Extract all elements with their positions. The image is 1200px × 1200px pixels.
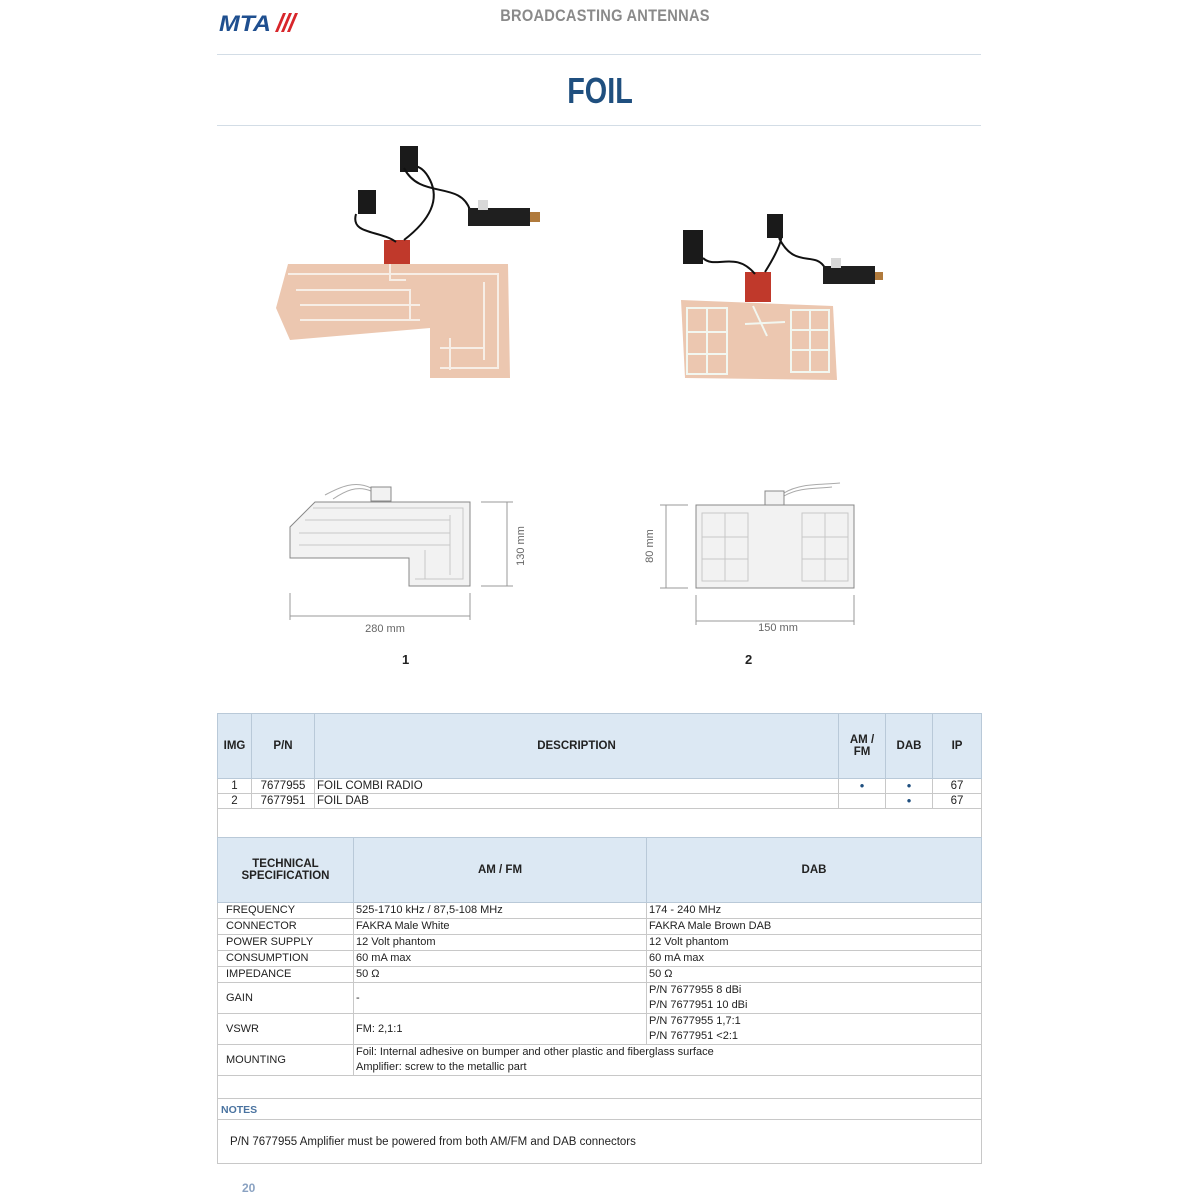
- spec-dab-value: 12 Volt phantom: [647, 935, 982, 951]
- cell-pn: 7677951: [252, 794, 315, 809]
- cell-dab: •: [886, 779, 933, 794]
- spec-amfm-value: 12 Volt phantom: [354, 935, 647, 951]
- fig1-width-label: 280 mm: [365, 623, 405, 635]
- notes-spacer: [217, 1073, 982, 1098]
- spec-dab-value: 60 mA max: [647, 951, 982, 967]
- cell-ip: 67: [933, 794, 982, 809]
- spec-label: MOUNTING: [218, 1045, 354, 1076]
- table-row: [218, 983, 982, 1014]
- spec-amfm-value: -: [354, 983, 647, 1014]
- col-pn: P/N: [252, 714, 315, 779]
- col-amfm: AM / FM: [354, 838, 647, 903]
- gain-dab-line1: P/N 7677955 8 dBi: [649, 984, 742, 996]
- product-photo-foil-dab: [675, 210, 895, 385]
- col-technical-specification: [218, 838, 354, 903]
- gain-dab-line2: P/N 7677951 10 dBi: [649, 999, 748, 1011]
- product-photo-foil-combi-radio: [270, 140, 560, 385]
- cell-description: FOIL DAB: [315, 794, 839, 809]
- spec-amfm-value: 525-1710 kHz / 87,5-108 MHz: [354, 903, 647, 919]
- table-row: [218, 919, 982, 935]
- spec-dab-value: [647, 1014, 982, 1045]
- col-dab: DAB: [647, 838, 982, 903]
- vswr-dab-line2: P/N 7677951 <2:1: [649, 1030, 738, 1042]
- spec-label: GAIN: [218, 983, 354, 1014]
- table-row: [218, 903, 982, 919]
- cell-ip: 67: [933, 779, 982, 794]
- spec-dab-value: 174 - 240 MHz: [647, 903, 982, 919]
- mounting-value: [354, 1045, 982, 1076]
- header-divider: [217, 54, 981, 55]
- col-amfm: AM / FM: [839, 714, 886, 779]
- spec-amfm-value: FAKRA Male White: [354, 919, 647, 935]
- mounting-line2: Amplifier: screw to the metallic part: [356, 1061, 527, 1073]
- notes-label: NOTES: [221, 1104, 258, 1116]
- mta-logo: [219, 11, 301, 33]
- table-row: [218, 1014, 982, 1045]
- fig2-width-label: 150 mm: [758, 622, 798, 634]
- spec-dab-value: [647, 983, 982, 1014]
- dimension-drawing-1: [285, 475, 535, 625]
- spec-dab-value: 50 Ω: [647, 967, 982, 983]
- svg-text:MTA: MTA: [219, 11, 271, 33]
- cell-amfm: •: [839, 779, 886, 794]
- fig1-number: 1: [402, 652, 410, 667]
- mounting-line1: Foil: Internal adhesive on bumper and other plastic and fiberglass surface: [356, 1046, 714, 1058]
- spec-dab-value: FAKRA Male Brown DAB: [647, 919, 982, 935]
- notes-text: P/N 7677955 Amplifier must be powered from both AM/FM and DAB connectors: [230, 1136, 636, 1148]
- spec-label: VSWR: [218, 1014, 354, 1045]
- section-title: BROADCASTING ANTENNAS: [500, 6, 710, 25]
- spec-amfm-value: FM: 2,1:1: [354, 1014, 647, 1045]
- spec-label: FREQUENCY: [218, 903, 354, 919]
- table-row: [218, 779, 982, 794]
- notes-box: [217, 1098, 982, 1164]
- cell-img: 1: [218, 779, 252, 794]
- spec-table-header: [218, 838, 982, 903]
- fig2-number: 2: [745, 652, 753, 667]
- cell-dab: •: [886, 794, 933, 809]
- spec-amfm-value: 60 mA max: [354, 951, 647, 967]
- fig1-height-label: 130 mm: [515, 526, 527, 566]
- product-table: [217, 713, 982, 809]
- page-title: FOIL: [567, 70, 633, 111]
- cell-pn: 7677955: [252, 779, 315, 794]
- table-spacer: [217, 808, 982, 837]
- col-description: DESCRIPTION: [315, 714, 839, 779]
- spec-label: CONSUMPTION: [218, 951, 354, 967]
- spec-label: IMPEDANCE: [218, 967, 354, 983]
- cell-img: 2: [218, 794, 252, 809]
- fig2-height-label: 80 mm: [644, 529, 656, 563]
- spec-amfm-value: 50 Ω: [354, 967, 647, 983]
- spec-table: [217, 837, 982, 1076]
- table-row: [218, 794, 982, 809]
- dimension-drawing-2: [660, 475, 880, 625]
- table-row: [218, 951, 982, 967]
- cell-amfm: [839, 794, 886, 809]
- col-dab: DAB: [886, 714, 933, 779]
- spec-label: POWER SUPPLY: [218, 935, 354, 951]
- spec-header-line1: TECHNICAL: [252, 858, 319, 870]
- title-divider: [217, 125, 981, 126]
- vswr-dab-line1: P/N 7677955 1,7:1: [649, 1015, 741, 1027]
- cell-description: FOIL COMBI RADIO: [315, 779, 839, 794]
- spec-header-line2: SPECIFICATION: [241, 870, 330, 882]
- spec-label: CONNECTOR: [218, 919, 354, 935]
- table-row: [218, 935, 982, 951]
- col-ip: IP: [933, 714, 982, 779]
- product-table-header: [218, 714, 982, 779]
- table-row: [218, 1045, 982, 1076]
- notes-divider: [217, 1119, 982, 1120]
- table-row: [218, 967, 982, 983]
- col-img: IMG: [218, 714, 252, 779]
- page-number: 20: [242, 1181, 256, 1195]
